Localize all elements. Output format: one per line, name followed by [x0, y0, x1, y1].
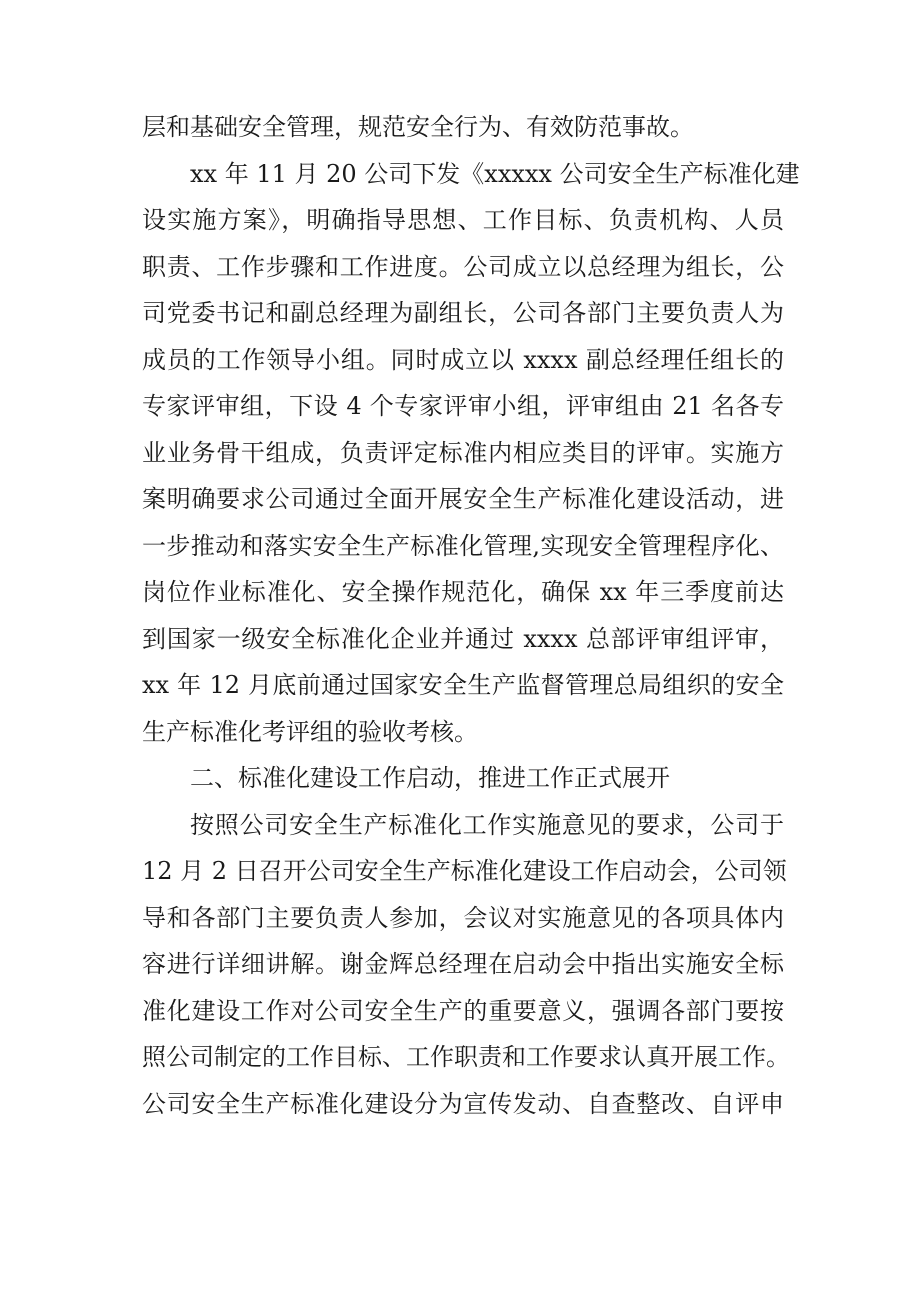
- text-line: 专家评审组，下设 4 个专家评审小组，评审组由 21 名各专: [142, 392, 784, 420]
- text-line: 生产标准化考评组的验收考核。: [142, 717, 478, 746]
- text-line: 岗位作业标准化、安全操作规范化，确保 xx 年三季度前达: [142, 578, 784, 606]
- text-line: 职责、工作步骤和工作进度。公司成立以总经理为组长，公: [142, 252, 784, 281]
- text-line: xx 年 12 月底前通过国家安全生产监督管理总局组织的安全: [142, 671, 784, 699]
- text-line: 准化建设工作对公司安全生产的重要意义，强调各部门要按: [142, 996, 784, 1025]
- text-line: 按照公司安全生产标准化工作实施意见的要求，公司于: [190, 810, 784, 839]
- text-line: 公司安全生产标准化建设分为宣传发动、自查整改、自评申: [142, 1089, 784, 1118]
- text-line: 司党委书记和副总经理为副组长，公司各部门主要负责人为: [142, 299, 784, 327]
- text-line: 成员的工作领导小组。同时成立以 xxxx 副总经理任组长的: [142, 345, 784, 374]
- text-line: 照公司制定的工作目标、工作职责和工作要求认真开展工作。: [142, 1043, 790, 1071]
- text-line: 12 月 2 日召开公司安全生产标准化建设工作启动会，公司领: [142, 857, 787, 885]
- text-line: 导和各部门主要负责人参加，会议对实施意见的各项具体内: [142, 903, 784, 932]
- text-line: 设实施方案》，明确指导思想、工作目标、负责机构、人员: [142, 206, 784, 234]
- text-line: 到国家一级安全标准化企业并通过 xxxx 总部评审组评审，: [142, 624, 784, 653]
- text-line: 一步推动和落实安全生产标准化管理,实现安全管理程序化、: [142, 531, 784, 560]
- text-line: 业业务骨干组成，负责评定标准内相应类目的评审。实施方: [142, 438, 784, 467]
- text-line: 案明确要求公司通过全面开展安全生产标准化建设活动，进: [142, 485, 784, 513]
- document-body: [142, 104, 800, 1127]
- text-line: 容进行详细讲解。谢金辉总经理在启动会中指出实施安全标: [142, 950, 784, 978]
- section-heading: 二、标准化建设工作启动，推进工作正式展开: [190, 764, 670, 792]
- text-line: 层和基础安全管理，规范安全行为、有效防范事故。: [142, 113, 694, 141]
- text-line: xx 年 11 月 20 公司下发《xxxxx 公司安全生产标准化建: [190, 159, 800, 188]
